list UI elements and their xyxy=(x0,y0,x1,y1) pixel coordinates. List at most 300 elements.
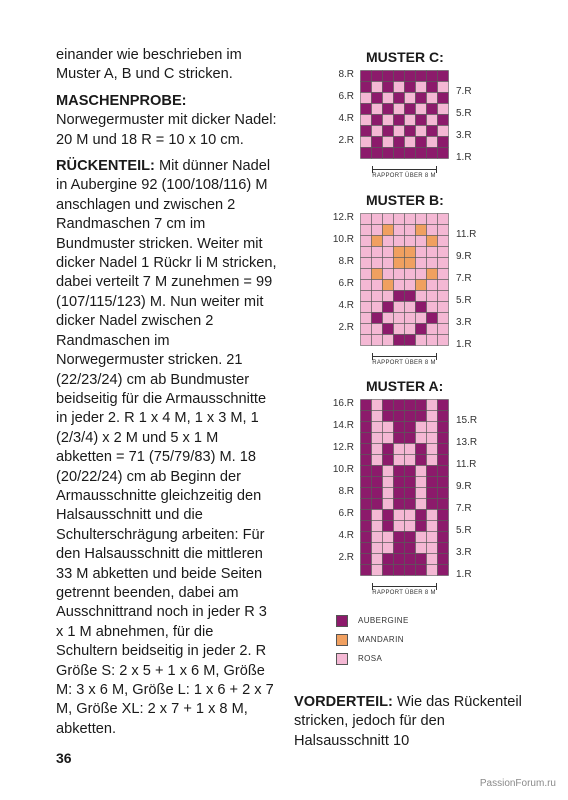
chart-cell xyxy=(438,543,449,554)
chart-cell xyxy=(372,225,383,236)
chart-cell xyxy=(394,126,405,137)
row-label-left: 6.R xyxy=(338,91,354,102)
chart-cell xyxy=(372,313,383,324)
chart-cell xyxy=(405,477,416,488)
chart-cell xyxy=(405,302,416,313)
chart-cell xyxy=(438,510,449,521)
instructions-column xyxy=(56,46,278,746)
chart-cell xyxy=(372,488,383,499)
maschenprobe-heading: MASCHENPROBE: xyxy=(56,92,187,109)
chart-cell xyxy=(416,324,427,335)
chart-cell xyxy=(383,126,394,137)
chart-cell xyxy=(394,488,405,499)
row-label-left: 8.R xyxy=(338,486,354,497)
chart-cell xyxy=(361,126,372,137)
row-label-right: 15.R xyxy=(456,415,478,426)
chart-cell xyxy=(383,565,394,576)
rapport-line xyxy=(372,169,436,170)
muster-c-title: MUSTER C: xyxy=(366,49,444,65)
chart-cell xyxy=(372,148,383,159)
chart-cell xyxy=(383,477,394,488)
chart-cell xyxy=(361,247,372,258)
chart-cell xyxy=(361,82,372,93)
chart-cell xyxy=(394,280,405,291)
chart-cell xyxy=(372,82,383,93)
chart-cell xyxy=(361,565,372,576)
chart-cell xyxy=(394,258,405,269)
row-label-left: 2.R xyxy=(338,552,354,563)
chart-cell xyxy=(438,258,449,269)
chart-cell xyxy=(416,71,427,82)
chart-cell xyxy=(416,543,427,554)
chart-cell xyxy=(361,93,372,104)
vorderteil-heading: VORDERTEIL: xyxy=(294,694,393,710)
chart-cell xyxy=(383,466,394,477)
chart-cell xyxy=(416,104,427,115)
chart-cell xyxy=(416,477,427,488)
chart-cell xyxy=(438,521,449,532)
rueckenteil-text: Mit dünner Nadel in Aubergine 92 (100/108/116) M anschlagen und zwischen 2 Randmaschen 7 cm im Bundmuster stricken. Weiter mit dicker Nadel 1 Rückr li M stricken, dabei verteilt 7 M zunehmen = 99 (107/115/123) M. Nun weiter mit dicker Nadel zwischen 2 Randmaschen im Norwegermuster stricken. 21 (22/23/24) cm ab Bundmuster beidseitig für die Armausschnitte in jeder 2. R 1 x 4 M, 1 x 3 M, 1 (2/3/4) x 2 M und 5 x 1 M abketten = 71 (75/79/83) M. 18 (20/22/24) cm ab Beginn der Armausschnitte gleichzeitig den Halsausschnitt und die Schulterschrägung arbeiten: Für den Halsausschnitt die mittleren 33 M abketten und beide Seiten getrennt beenden, dabei am Ausschnittrand noch in jeder R 3 x 1 M abnehmen, für die Schultern beidseitig in jeder 2. R Größe S: 2 x 5 + 1 x 6 M, Größe M: 3 x 6 M, Größe L: 1 x 6 + 2 x 7 M, Größe XL: 2 x 7 + 1 x 8 M, abketten. xyxy=(56,158,277,737)
chart-cell xyxy=(383,214,394,225)
chart-cell xyxy=(427,433,438,444)
chart-cell xyxy=(361,422,372,433)
row-label-left: 4.R xyxy=(338,113,354,124)
row-label-right: 3.R xyxy=(456,130,472,141)
chart-cell xyxy=(438,214,449,225)
swatch-mandarin xyxy=(336,634,348,646)
chart-cell xyxy=(438,488,449,499)
chart-cell xyxy=(438,433,449,444)
chart-cell xyxy=(405,400,416,411)
chart-cell xyxy=(394,247,405,258)
chart-cell xyxy=(427,521,438,532)
chart-cell xyxy=(383,543,394,554)
chart-cell xyxy=(383,400,394,411)
chart-cell xyxy=(361,335,372,346)
chart-cell xyxy=(361,488,372,499)
chart-cell xyxy=(372,115,383,126)
chart-cell xyxy=(394,477,405,488)
chart-cell xyxy=(405,225,416,236)
row-label-right: 9.R xyxy=(456,251,472,262)
page-number: 36 xyxy=(56,750,72,766)
chart-cell xyxy=(394,225,405,236)
chart-cell xyxy=(416,82,427,93)
chart-cell xyxy=(383,455,394,466)
chart-cell xyxy=(372,554,383,565)
chart-cell xyxy=(405,71,416,82)
chart-cell xyxy=(361,115,372,126)
chart-cell xyxy=(383,324,394,335)
chart-cell xyxy=(361,444,372,455)
chart-cell xyxy=(361,280,372,291)
rapport-label: RAPPORT ÜBER 8 M xyxy=(372,173,436,179)
row-label-right: 7.R xyxy=(456,273,472,284)
chart-cell xyxy=(438,422,449,433)
chart-cell xyxy=(416,302,427,313)
chart-cell xyxy=(394,71,405,82)
chart-cell xyxy=(372,422,383,433)
chart-cell xyxy=(438,554,449,565)
legend-item-aubergine xyxy=(336,611,409,630)
chart-cell xyxy=(438,93,449,104)
chart-cell xyxy=(427,115,438,126)
rueckenteil-heading: RÜCKENTEIL: xyxy=(56,158,155,175)
row-label-right: 7.R xyxy=(456,503,472,514)
chart-cell xyxy=(361,236,372,247)
chart-cell xyxy=(427,477,438,488)
chart-cell xyxy=(416,137,427,148)
chart-cell xyxy=(405,258,416,269)
chart-cell xyxy=(416,455,427,466)
chart-cell xyxy=(427,466,438,477)
chart-cell xyxy=(438,137,449,148)
chart-cell xyxy=(438,115,449,126)
chart-cell xyxy=(383,532,394,543)
chart-cell xyxy=(372,269,383,280)
chart-cell xyxy=(427,565,438,576)
rapport-tick xyxy=(372,353,373,360)
vorderteil-text: Wie das Rückenteil stricken, jedoch für den Halsausschnitt 10 xyxy=(294,694,522,749)
row-label-right: 13.R xyxy=(456,437,478,448)
chart-cell xyxy=(438,335,449,346)
chart-cell xyxy=(427,444,438,455)
rueckenteil-paragraph xyxy=(56,157,278,739)
chart-cell xyxy=(405,444,416,455)
chart-cell xyxy=(427,82,438,93)
chart-cell xyxy=(416,335,427,346)
chart-cell xyxy=(394,499,405,510)
chart-cell xyxy=(427,93,438,104)
row-label-right: 5.R xyxy=(456,108,472,119)
muster-a-grid xyxy=(360,399,449,576)
maschenprobe-text: Norwegermuster mit dicker Nadel: 20 M und 18 R = 10 x 10 cm. xyxy=(56,112,277,148)
chart-cell xyxy=(372,466,383,477)
row-label-left: 4.R xyxy=(338,530,354,541)
rapport-tick xyxy=(372,583,373,590)
chart-cell xyxy=(427,71,438,82)
chart-cell xyxy=(416,532,427,543)
chart-cell xyxy=(372,93,383,104)
chart-cell xyxy=(438,313,449,324)
chart-cell xyxy=(383,258,394,269)
chart-cell xyxy=(416,433,427,444)
chart-cell xyxy=(427,280,438,291)
chart-cell xyxy=(416,510,427,521)
chart-cell xyxy=(383,280,394,291)
chart-cell xyxy=(416,258,427,269)
chart-cell xyxy=(372,302,383,313)
chart-cell xyxy=(383,510,394,521)
chart-cell xyxy=(383,137,394,148)
chart-cell xyxy=(405,466,416,477)
chart-cell xyxy=(372,543,383,554)
chart-cell xyxy=(416,499,427,510)
chart-cell xyxy=(427,214,438,225)
chart-cell xyxy=(361,532,372,543)
chart-cell xyxy=(383,247,394,258)
muster-b-grid xyxy=(360,213,449,346)
row-label-right: 11.R xyxy=(456,229,477,240)
chart-cell xyxy=(394,422,405,433)
chart-cell xyxy=(427,302,438,313)
chart-cell xyxy=(416,488,427,499)
chart-cell xyxy=(405,455,416,466)
chart-cell xyxy=(427,291,438,302)
chart-cell xyxy=(427,324,438,335)
chart-cell xyxy=(383,313,394,324)
chart-cell xyxy=(361,400,372,411)
chart-cell xyxy=(361,521,372,532)
chart-cell xyxy=(427,313,438,324)
chart-cell xyxy=(416,291,427,302)
chart-cell xyxy=(405,126,416,137)
row-label-left: 4.R xyxy=(338,300,354,311)
chart-cell xyxy=(427,148,438,159)
chart-cell xyxy=(438,466,449,477)
chart-cell xyxy=(438,247,449,258)
chart-cell xyxy=(438,126,449,137)
chart-cell xyxy=(405,488,416,499)
chart-cell xyxy=(438,324,449,335)
chart-cell xyxy=(372,532,383,543)
chart-cell xyxy=(361,455,372,466)
chart-cell xyxy=(438,532,449,543)
chart-cell xyxy=(438,225,449,236)
chart-cell xyxy=(361,313,372,324)
chart-cell xyxy=(438,565,449,576)
chart-cell xyxy=(394,543,405,554)
row-label-right: 5.R xyxy=(456,295,472,306)
chart-cell xyxy=(394,82,405,93)
chart-cell xyxy=(405,247,416,258)
chart-cell xyxy=(383,554,394,565)
chart-cell xyxy=(394,214,405,225)
chart-cell xyxy=(372,521,383,532)
chart-cell xyxy=(427,269,438,280)
legend-label-aubergine: AUBERGINE xyxy=(358,616,409,625)
chart-cell xyxy=(438,302,449,313)
chart-cell xyxy=(416,236,427,247)
chart-cell xyxy=(394,521,405,532)
chart-cell xyxy=(427,532,438,543)
chart-cell xyxy=(383,115,394,126)
chart-cell xyxy=(383,236,394,247)
chart-cell xyxy=(383,499,394,510)
chart-cell xyxy=(416,280,427,291)
chart-cell xyxy=(427,543,438,554)
chart-cell xyxy=(372,411,383,422)
chart-cell xyxy=(394,411,405,422)
chart-cell xyxy=(405,499,416,510)
chart-cell xyxy=(438,499,449,510)
row-label-left: 6.R xyxy=(338,278,354,289)
chart-cell xyxy=(394,313,405,324)
chart-cell xyxy=(405,532,416,543)
chart-cell xyxy=(416,148,427,159)
chart-cell xyxy=(438,455,449,466)
row-label-left: 10.R xyxy=(332,464,354,475)
swatch-rosa xyxy=(336,653,348,665)
chart-cell xyxy=(383,488,394,499)
rapport-label: RAPPORT ÜBER 8 M xyxy=(372,590,436,596)
chart-cell xyxy=(394,269,405,280)
chart-cell xyxy=(427,225,438,236)
legend-label-mandarin: MANDARIN xyxy=(358,635,404,644)
chart-cell xyxy=(438,104,449,115)
chart-cell xyxy=(361,71,372,82)
row-label-left: 16.R xyxy=(332,398,354,409)
chart-cell xyxy=(405,104,416,115)
row-label-right: 1.R xyxy=(456,569,472,580)
row-label-right: 1.R xyxy=(456,152,472,163)
chart-cell xyxy=(361,477,372,488)
chart-cell xyxy=(372,335,383,346)
chart-cell xyxy=(438,400,449,411)
chart-cell xyxy=(416,444,427,455)
vorderteil-paragraph xyxy=(294,693,522,751)
rapport-tick xyxy=(436,166,437,173)
chart-cell xyxy=(361,543,372,554)
chart-cell xyxy=(427,510,438,521)
chart-cell xyxy=(394,532,405,543)
chart-cell xyxy=(394,400,405,411)
chart-cell xyxy=(427,247,438,258)
row-label-left: 8.R xyxy=(338,256,354,267)
chart-cell xyxy=(416,115,427,126)
chart-cell xyxy=(438,411,449,422)
chart-cell xyxy=(361,258,372,269)
chart-cell xyxy=(383,104,394,115)
chart-cell xyxy=(405,324,416,335)
row-label-right: 7.R xyxy=(456,86,472,97)
muster-a-title: MUSTER A: xyxy=(366,378,444,394)
chart-cell xyxy=(405,335,416,346)
chart-cell xyxy=(383,93,394,104)
chart-cell xyxy=(427,499,438,510)
chart-cell xyxy=(372,291,383,302)
chart-cell xyxy=(383,71,394,82)
chart-cell xyxy=(405,313,416,324)
chart-cell xyxy=(372,214,383,225)
chart-cell xyxy=(427,488,438,499)
chart-cell xyxy=(372,433,383,444)
chart-cell xyxy=(416,554,427,565)
row-label-right: 11.R xyxy=(456,459,477,470)
watermark: PassionForum.ru xyxy=(479,778,556,789)
chart-cell xyxy=(405,411,416,422)
chart-cell xyxy=(372,280,383,291)
chart-cell xyxy=(405,433,416,444)
chart-cell xyxy=(383,411,394,422)
chart-cell xyxy=(438,291,449,302)
rapport-tick xyxy=(436,353,437,360)
chart-cell xyxy=(405,554,416,565)
chart-cell xyxy=(383,433,394,444)
chart-cell xyxy=(394,93,405,104)
chart-cell xyxy=(416,565,427,576)
chart-cell xyxy=(427,411,438,422)
chart-cell xyxy=(361,554,372,565)
chart-cell xyxy=(361,324,372,335)
row-label-right: 1.R xyxy=(456,339,472,350)
chart-cell xyxy=(394,236,405,247)
chart-cell xyxy=(405,422,416,433)
chart-cell xyxy=(394,433,405,444)
chart-cell xyxy=(394,302,405,313)
chart-cell xyxy=(394,565,405,576)
chart-cell xyxy=(372,499,383,510)
chart-cell xyxy=(427,137,438,148)
chart-cell xyxy=(416,214,427,225)
chart-cell xyxy=(394,104,405,115)
rapport-tick xyxy=(436,583,437,590)
chart-cell xyxy=(372,565,383,576)
chart-cell xyxy=(394,510,405,521)
chart-cell xyxy=(394,115,405,126)
chart-cell xyxy=(438,280,449,291)
chart-cell xyxy=(361,302,372,313)
chart-cell xyxy=(372,400,383,411)
chart-cell xyxy=(361,269,372,280)
row-label-right: 9.R xyxy=(456,481,472,492)
rapport-label: RAPPORT ÜBER 8 M xyxy=(372,360,436,366)
chart-cell xyxy=(427,400,438,411)
chart-cell xyxy=(405,236,416,247)
row-label-left: 8.R xyxy=(338,69,354,80)
chart-cell xyxy=(438,444,449,455)
chart-cell xyxy=(372,137,383,148)
chart-cell xyxy=(405,510,416,521)
chart-cell xyxy=(416,411,427,422)
chart-cell xyxy=(372,126,383,137)
chart-cell xyxy=(372,71,383,82)
chart-cell xyxy=(416,225,427,236)
swatch-aubergine xyxy=(336,615,348,627)
chart-cell xyxy=(383,148,394,159)
chart-cell xyxy=(416,422,427,433)
row-label-left: 2.R xyxy=(338,322,354,333)
chart-cell xyxy=(372,324,383,335)
chart-cell xyxy=(427,455,438,466)
row-label-right: 3.R xyxy=(456,547,472,558)
chart-cell xyxy=(361,137,372,148)
chart-cell xyxy=(427,422,438,433)
chart-cell xyxy=(405,521,416,532)
chart-cell xyxy=(361,433,372,444)
chart-cell xyxy=(394,554,405,565)
chart-cell xyxy=(361,225,372,236)
chart-cell xyxy=(383,521,394,532)
chart-cell xyxy=(372,236,383,247)
row-label-left: 6.R xyxy=(338,508,354,519)
chart-cell xyxy=(427,126,438,137)
chart-cell xyxy=(394,444,405,455)
intro-paragraph: einander wie beschrieben im Muster A, B und C stricken. xyxy=(56,47,242,83)
chart-cell xyxy=(361,291,372,302)
chart-cell xyxy=(383,302,394,313)
chart-cell xyxy=(438,148,449,159)
chart-cell xyxy=(405,137,416,148)
chart-cell xyxy=(416,126,427,137)
chart-cell xyxy=(416,93,427,104)
chart-cell xyxy=(405,148,416,159)
chart-cell xyxy=(427,335,438,346)
chart-cell xyxy=(361,148,372,159)
chart-cell xyxy=(361,104,372,115)
chart-cell xyxy=(438,82,449,93)
chart-cell xyxy=(405,543,416,554)
